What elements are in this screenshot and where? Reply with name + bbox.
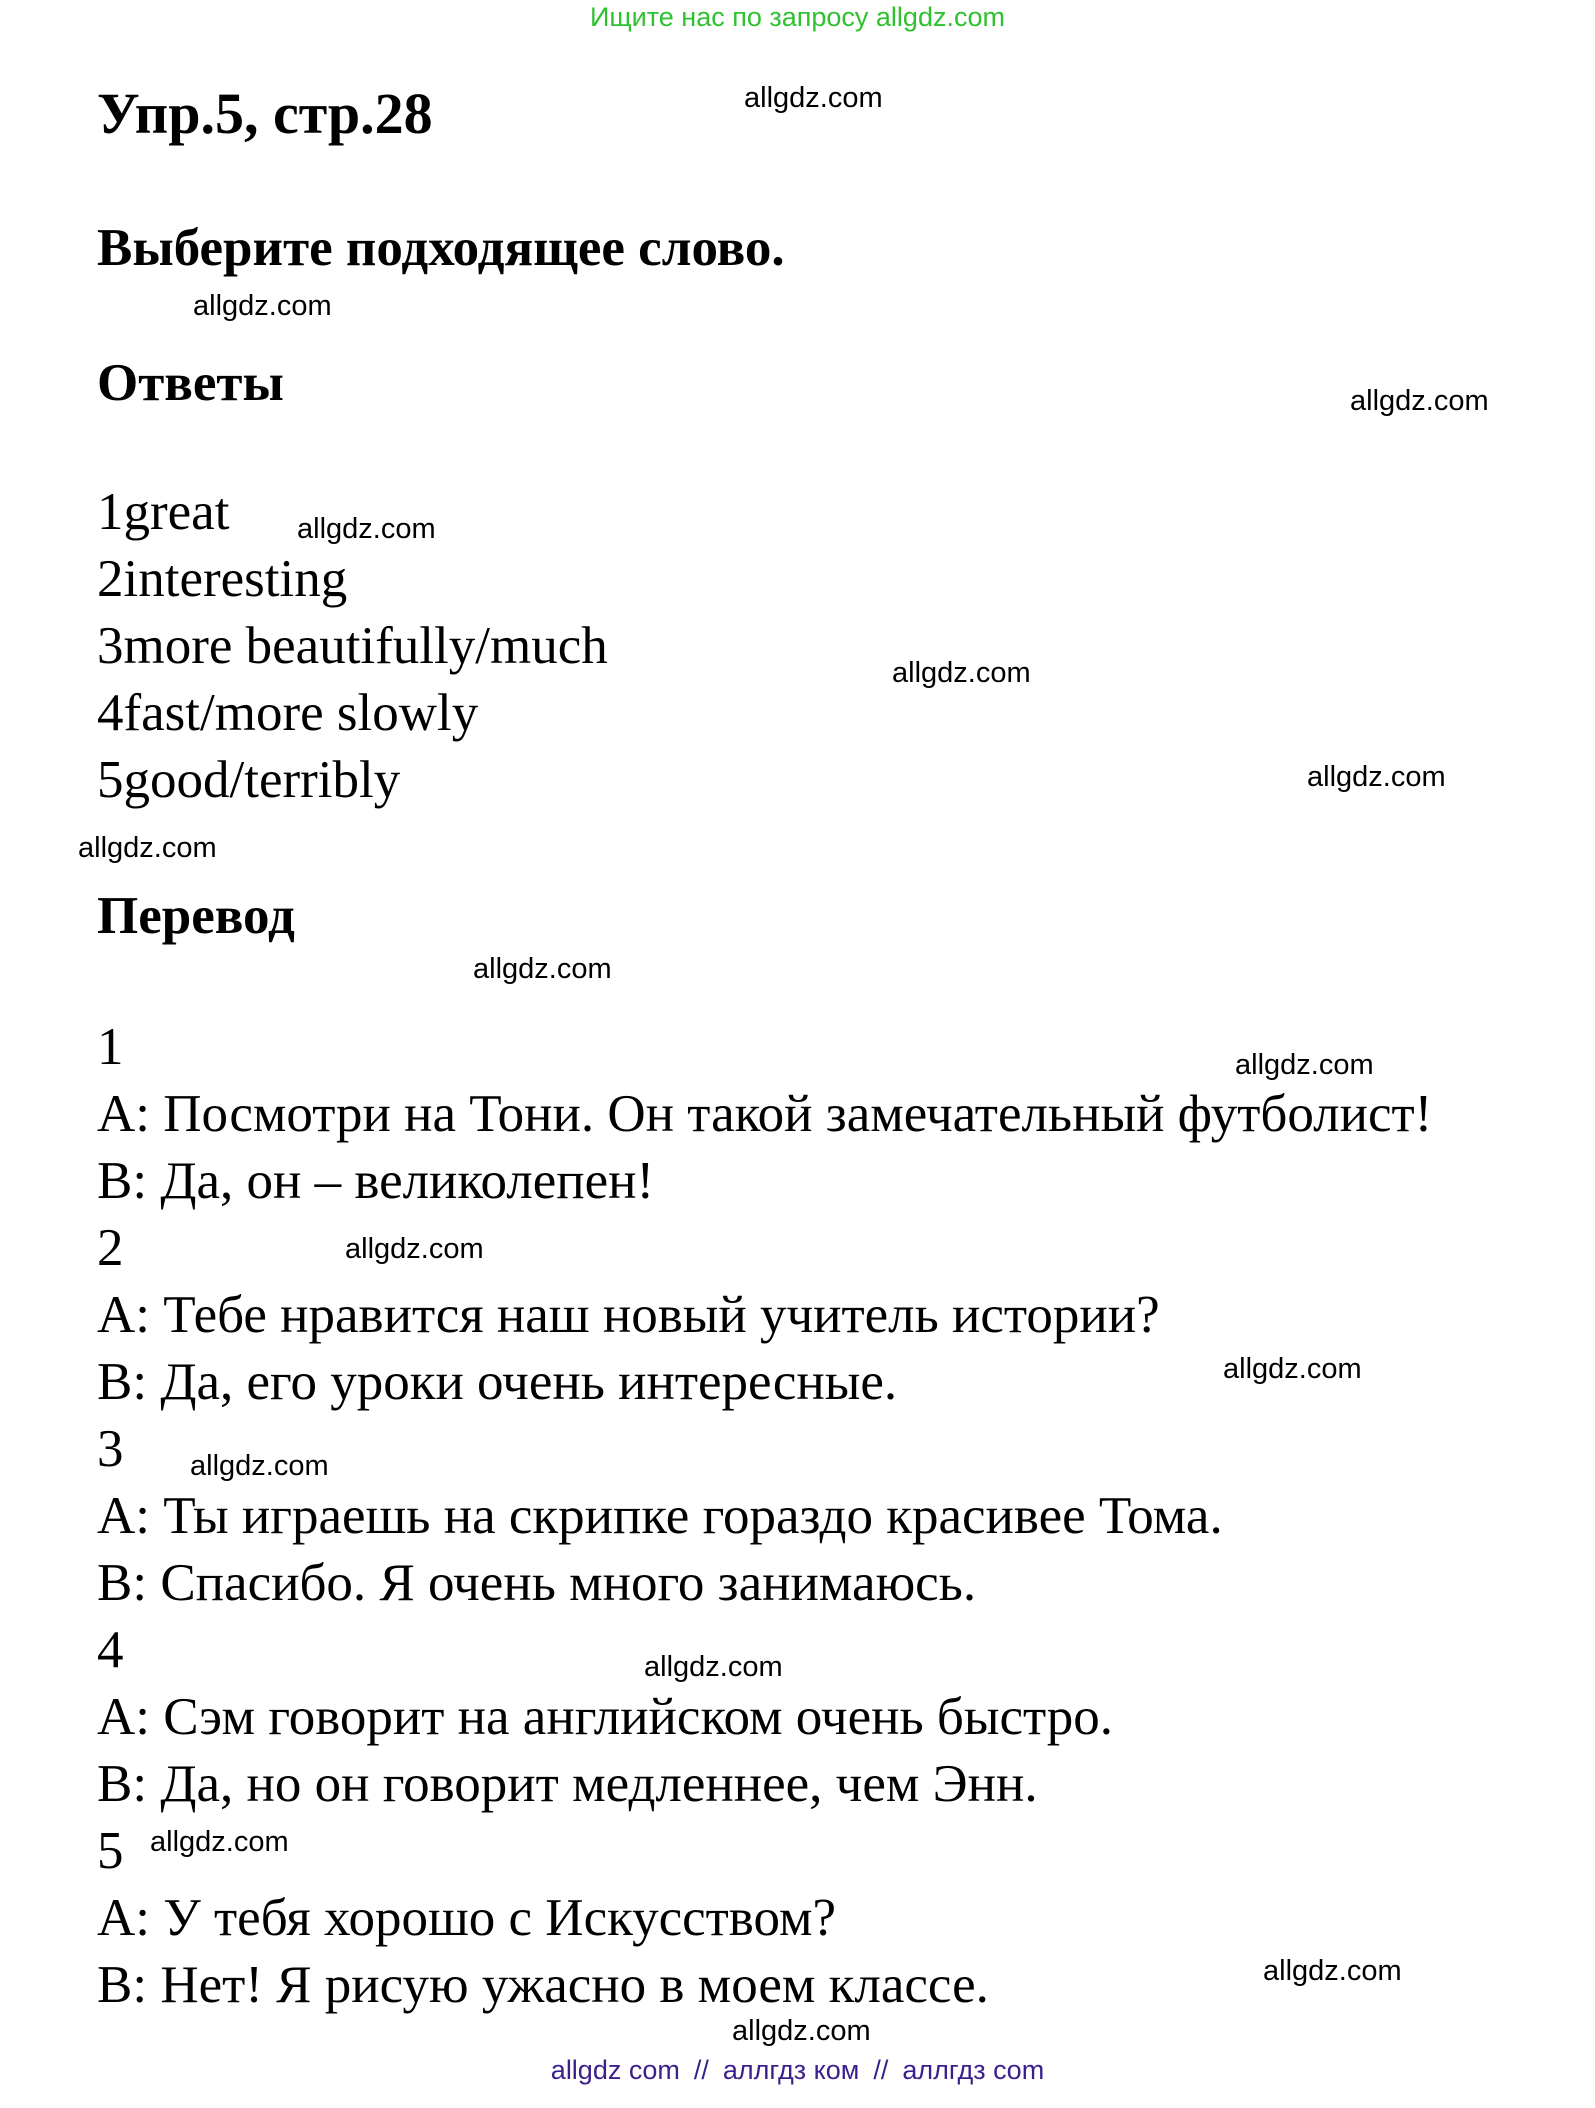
watermark: allgdz.com: [1263, 1955, 1402, 1987]
watermark: allgdz.com: [473, 953, 612, 985]
footer-links: [0, 2055, 1595, 2086]
task-heading: Выберите подходящее слово.: [97, 219, 785, 277]
answers-heading: Ответы: [97, 354, 284, 412]
footer-link[interactable]: аллгдз ком: [722, 2055, 860, 2085]
dialogue-line-b: B: Спасибо. Я очень много занимаюсь.: [97, 1554, 977, 1612]
answer-line: 5good/terribly: [97, 751, 401, 809]
watermark: allgdz.com: [892, 657, 1031, 689]
dialogue-number: 4: [97, 1621, 124, 1679]
dialogue-line-a: A: Тебе нравится наш новый учитель истории?: [97, 1286, 1160, 1344]
watermark: allgdz.com: [1223, 1353, 1362, 1385]
answer-line: 1great: [97, 483, 230, 541]
watermark: allgdz.com: [150, 1826, 289, 1858]
translation-heading: Перевод: [97, 887, 295, 945]
answer-line: 3more beautifully/much: [97, 617, 608, 675]
dialogue-number: 3: [97, 1420, 124, 1478]
dialogue-line-b: B: Нет! Я рисую ужасно в моем классе.: [97, 1956, 989, 2014]
top-search-note: Ищите нас по запросу allgdz.com: [590, 2, 1005, 32]
dialogue-line-a: A: Ты играешь на скрипке гораздо красивее Тома.: [97, 1487, 1223, 1545]
watermark: allgdz.com: [193, 290, 332, 322]
dialogue-number: 5: [97, 1822, 124, 1880]
watermark: allgdz.com: [1307, 761, 1446, 793]
dialogue-line-a: A: Сэм говорит на английском очень быстро.: [97, 1688, 1114, 1746]
watermark: allgdz.com: [644, 1651, 783, 1683]
watermark: allgdz.com: [1350, 385, 1489, 417]
dialogue-line-b: B: Да, его уроки очень интересные.: [97, 1353, 898, 1411]
dialogue-line-b: B: Да, он – великолепен!: [97, 1152, 655, 1210]
watermark: allgdz.com: [345, 1233, 484, 1265]
watermark: allgdz.com: [297, 513, 436, 545]
watermark: allgdz.com: [78, 832, 217, 864]
watermark: allgdz.com: [190, 1450, 329, 1482]
dialogue-number: 1: [97, 1018, 124, 1076]
dialogue-line-b: B: Да, но он говорит медленнее, чем Энн.: [97, 1755, 1038, 1813]
page-title: Упр.5, стр.28: [97, 81, 433, 146]
answer-line: 4fast/more slowly: [97, 684, 479, 742]
watermark: allgdz.com: [732, 2015, 871, 2047]
dialogue-number: 2: [97, 1219, 124, 1277]
answer-line: 2interesting: [97, 550, 348, 608]
watermark: allgdz.com: [1235, 1049, 1374, 1081]
footer-link[interactable]: аллгдз com: [902, 2055, 1045, 2085]
footer-separator: //: [873, 2055, 889, 2085]
dialogue-line-a: A: У тебя хорошо с Искусством?: [97, 1889, 837, 1947]
footer-link[interactable]: allgdz com: [550, 2055, 680, 2085]
dialogue-line-a: A: Посмотри на Тони. Он такой замечательный футболист!: [97, 1085, 1433, 1143]
watermark: allgdz.com: [744, 82, 883, 114]
footer-separator: //: [693, 2055, 709, 2085]
